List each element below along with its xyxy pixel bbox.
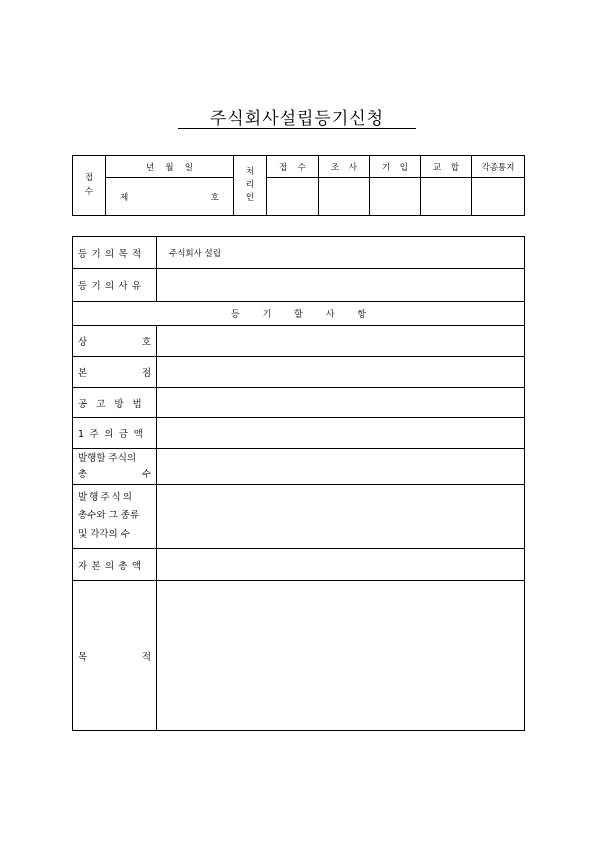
capital-label: 자본의총액 (73, 549, 157, 581)
title-underline (178, 128, 416, 129)
receipt-date: 년 월 일 (106, 156, 234, 178)
issued-shares-label: 발행주식의 총수와 그 종류 및 각각의 수 (73, 485, 157, 549)
entry-box[interactable] (370, 178, 421, 216)
col-header-notices: 각종통지 (472, 156, 525, 178)
receipt-number: 제 호 (106, 178, 234, 216)
receipt-table (72, 155, 525, 216)
trade-name-label: 상 호 (73, 326, 157, 357)
purpose-label: 등기의목적 (73, 237, 157, 269)
processor-label: 처 리 인 (234, 156, 267, 216)
head-office-field[interactable] (157, 357, 525, 388)
section-header: 등 기 할 사 항 (73, 302, 525, 326)
notice-method-label: 공고방법 (73, 388, 157, 418)
page-title: 주식회사설립등기신청 (209, 109, 385, 129)
col-header-inspection: 조 사 (319, 156, 370, 178)
purpose-field[interactable]: 주식회사 설립 (157, 237, 525, 269)
head-office-label: 본 점 (73, 357, 157, 388)
objectives-label: 목 적 (73, 581, 157, 731)
reason-label: 등기의사유 (73, 269, 157, 302)
registration-form-table (72, 236, 525, 731)
par-value-label: 1주의금액 (73, 418, 157, 449)
col-header-entry: 기 입 (370, 156, 421, 178)
reason-field[interactable] (157, 269, 525, 302)
objectives-field[interactable] (157, 581, 525, 731)
authorized-shares-label: 발행할 주식의 총 수 (73, 449, 157, 485)
col-header-receipt: 접 수 (267, 156, 319, 178)
notice-method-field[interactable] (157, 388, 525, 418)
issued-shares-field[interactable] (157, 485, 525, 549)
receipt-box[interactable] (267, 178, 319, 216)
inspection-box[interactable] (319, 178, 370, 216)
authorized-shares-field[interactable] (157, 449, 525, 485)
par-value-field[interactable] (157, 418, 525, 449)
trade-name-field[interactable] (157, 326, 525, 357)
receipt-label: 접 수 (73, 156, 106, 216)
col-header-verification: 교 합 (421, 156, 472, 178)
notices-box[interactable] (472, 178, 525, 216)
capital-field[interactable] (157, 549, 525, 581)
verification-box[interactable] (421, 178, 472, 216)
